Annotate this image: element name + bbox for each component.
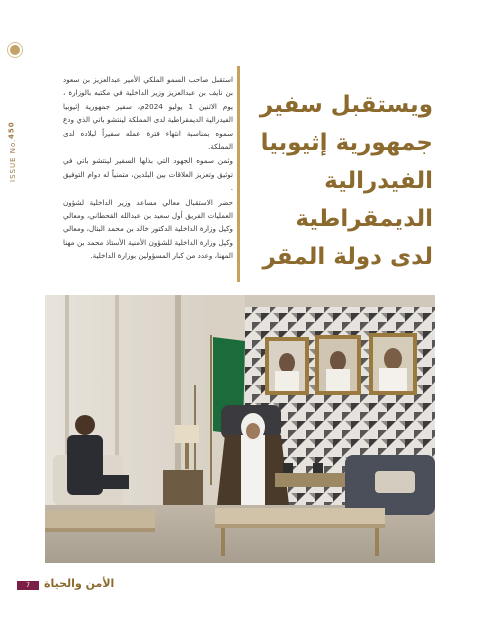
vertical-divider xyxy=(237,66,240,282)
article-photo xyxy=(45,295,435,563)
page-number-badge: 7 xyxy=(17,581,39,590)
ornament-dot xyxy=(10,45,20,55)
article-body xyxy=(63,73,233,264)
article-paragraph-1: استقبل صاحب السمو الملكي الأمير عبدالعزيز بن سعود بن نايف بن عبدالعزيز وزير الداخلية في مكتبه بالوزارة ، يوم الاثنين 1 يوليو 2024م، سفير جمهورية إثيوبيا الفيدرالية الديمقراطية لدى المملكة لينتشو باتي الذي ودع سموه بمناسبة انتهاء فترة عمله سفيراً لبلاده لدى المملكة. xyxy=(63,75,234,152)
issue-number: 450 xyxy=(7,121,16,139)
issue-label: ISSUE No. xyxy=(9,138,17,182)
issue-number-label xyxy=(6,72,20,182)
article-paragraph-2: وثمن سموه الجهود التي بذلها السفير لينتشو باتي في توثيق وتعزيز العلاقات بين البلدين، متمنياً له دوام التوفيق . xyxy=(63,156,233,193)
article-paragraph-3: حضر الاستقبال معالي مساعد وزير الداخلية لشؤون العمليات الفريق أول سعيد بن عبدالله القحطاني، ومعالي وكيل وزارة الداخلية الدكتور خالد بن محمد البتال، ومعالي وكيل وزارة الداخلية للشؤون الأمنية الأستاذ محمد بن مهنا المهنا، وعدد من كبار المسؤولين بوزارة الداخلية. xyxy=(63,197,233,261)
article-headline: ويستقبل سفير جمهورية إثيوبيا الفيدرالية الديمقراطية لدى دولة المقر xyxy=(259,92,433,270)
magazine-name: الأمن والحياة xyxy=(44,577,115,590)
